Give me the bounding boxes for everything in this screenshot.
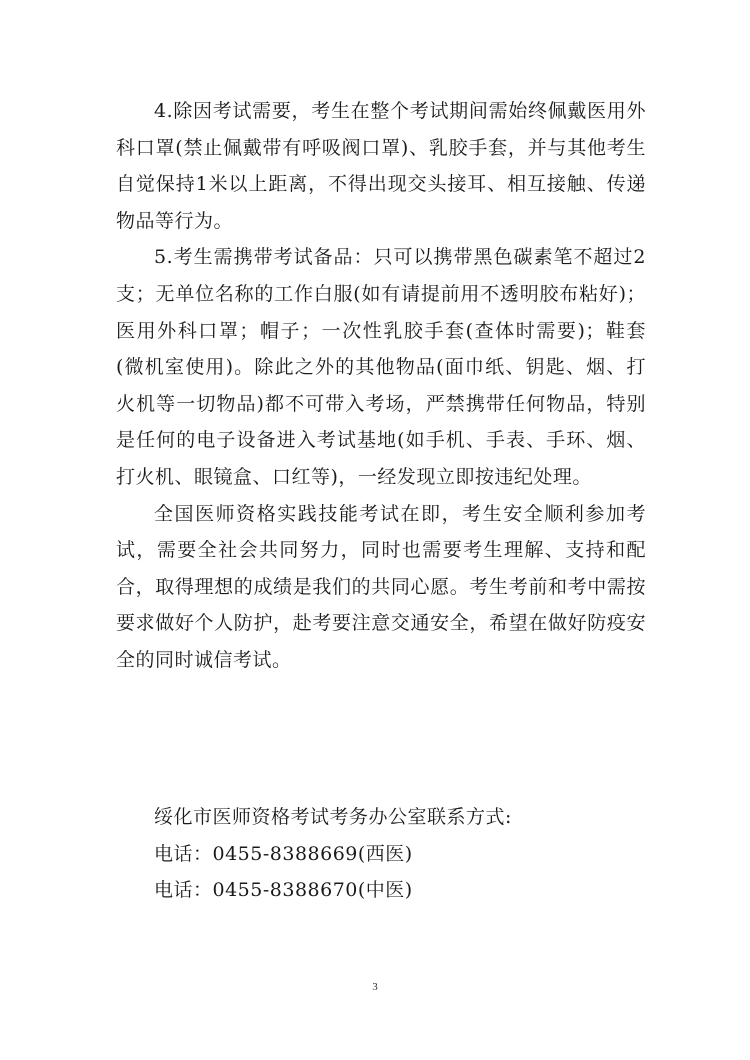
paragraph-exam-supplies: 5.考生需携带考试备品：只可以携带黑色碳素笔不超过2支；无单位名称的工作白服(如有请提前用不透明胶布粘好)；医用外科口罩；帽子；一次性乳胶手套(查体时需要)；鞋套(微机室使用)。除此之外的其他物品(面巾纸、钥匙、烟、打火机等一切物品)都不可带入考场，严禁携带任何物品，特别是任何的电子设备进入考试基地(如手机、手表、手环、烟、打火机、眼镜盒、口红等)，一经发现立即按违纪处理。	[116, 246, 646, 488]
phone-chinese-medicine: 电话：0455-8388670(中医)	[154, 879, 413, 902]
contact-info	[154, 799, 634, 909]
contact-heading: 绥化市医师资格考试考务办公室联系方式:	[154, 806, 512, 828]
paragraph-mask-rules: 4.除因考试需要，考生在整个考试期间需始终佩戴医用外科口罩(禁止佩戴带有呼吸阀口罩)、乳胶手套，并与其他考生自觉保持1米以上距离，不得出现交头接耳、相互接触、传递物品等行为。	[116, 100, 646, 232]
body-text	[116, 93, 646, 679]
phone-western-medicine: 电话：0455-8388669(西医)	[154, 842, 413, 865]
page-number: 3	[372, 981, 378, 993]
paragraph-closing-remarks: 全国医师资格实践技能考试在即，考生安全顺利参加考试，需要全社会共同努力，同时也需要考生理解、支持和配合，取得理想的成绩是我们的共同心愿。考生考前和考中需按要求做好个人防护，赴考要注意交通安全，希望在做好防疫安全的同时诚信考试。	[116, 502, 646, 671]
